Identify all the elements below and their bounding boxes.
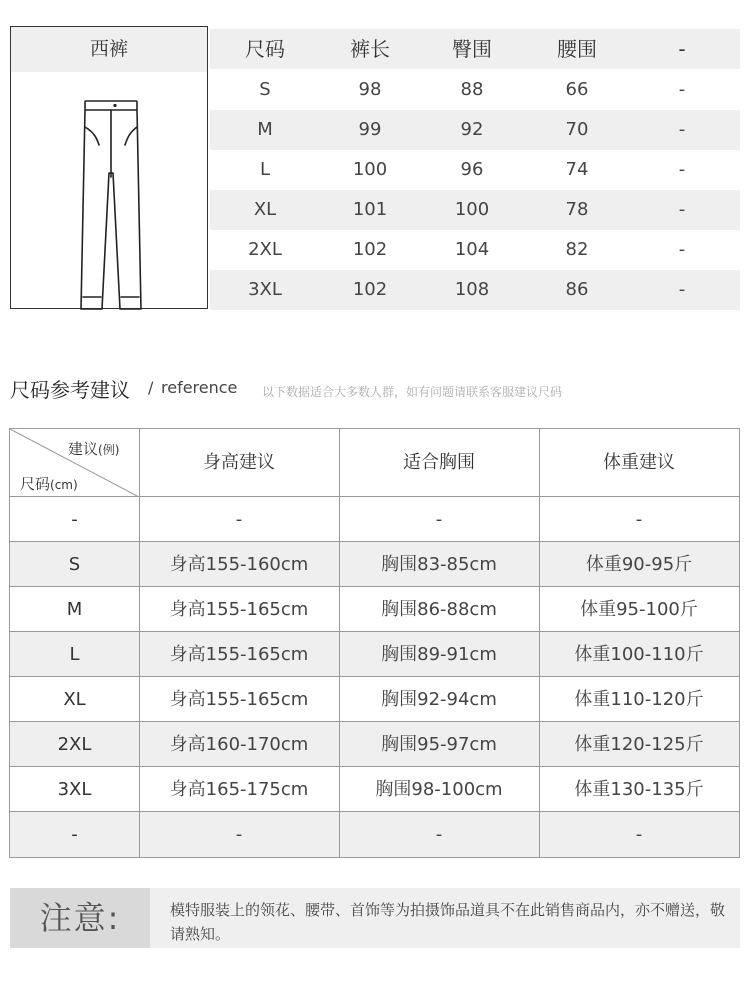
size-table-cell: -	[678, 279, 686, 300]
recommendation-subtitle: reference	[161, 378, 238, 397]
size-table-cell: 86	[565, 279, 589, 300]
size-table-header-cell: 臀围	[452, 37, 492, 61]
recommendation-cell: 身高155-165cm	[169, 644, 309, 665]
recommendation-cell: 身高155-165cm	[169, 689, 309, 710]
recommendation-cell: 胸围86-88cm	[381, 599, 497, 620]
recommendation-cell: 身高165-175cm	[169, 779, 309, 800]
size-table-cell: -	[678, 79, 686, 100]
size-table-cell: -	[678, 239, 686, 260]
size-table-cell: -	[678, 119, 686, 140]
recommendation-table	[9, 428, 740, 858]
size-table-row	[210, 190, 740, 230]
size-table-cell: 102	[352, 279, 388, 300]
recommendation-size-cell: XL	[63, 689, 86, 710]
table-divider	[10, 496, 739, 497]
table-divider	[10, 676, 739, 677]
size-table-row	[210, 110, 740, 150]
table-divider	[10, 721, 739, 722]
recommendation-row	[10, 587, 739, 632]
recommendation-cell: -	[635, 824, 643, 845]
corner-header-cell	[10, 429, 139, 497]
table-column-divider	[539, 429, 540, 857]
size-table-header-cell: 裤长	[350, 37, 390, 61]
size-table-cell: M	[257, 119, 273, 140]
size-table-cell: 102	[352, 239, 388, 260]
size-table-cell: 78	[565, 199, 589, 220]
recommendation-size-cell: 2XL	[57, 734, 92, 755]
recommendation-cell: 体重110-120斤	[574, 689, 704, 710]
size-table-cell: 74	[565, 159, 589, 180]
recommendation-cell: 体重120-125斤	[574, 734, 704, 755]
recommendation-row	[10, 632, 739, 677]
recommendation-cell: 胸围83-85cm	[381, 554, 497, 575]
recommendation-separator: /	[148, 378, 154, 397]
size-table-cell: 88	[460, 79, 484, 100]
recommendation-cell: -	[235, 509, 243, 530]
recommendation-cell: -	[235, 824, 243, 845]
recommendation-row	[10, 677, 739, 722]
recommendation-cell: 体重130-135斤	[574, 779, 704, 800]
table-column-divider	[339, 429, 340, 857]
size-table-cell: 2XL	[248, 239, 282, 260]
recommendation-cell: 胸围95-97cm	[381, 734, 497, 755]
recommendation-cell: -	[435, 509, 443, 530]
size-table-cell: 108	[454, 279, 490, 300]
size-table-header-cell: -	[678, 37, 686, 61]
recommendation-size-cell: S	[68, 554, 81, 575]
recommendation-cell: 体重95-100斤	[580, 599, 698, 620]
table-column-divider	[139, 429, 140, 857]
size-table-row	[210, 270, 740, 310]
size-table-row	[210, 70, 740, 110]
size-table-header	[210, 29, 740, 69]
corner-label-top: 建议(例)	[68, 440, 120, 458]
size-table-cell: 98	[358, 79, 382, 100]
size-table-cell: 66	[565, 79, 589, 100]
recommendation-note: 以下数据适合大多数人群，如有问题请联系客服建议尺码	[262, 385, 563, 399]
size-table-cell: XL	[253, 199, 277, 220]
size-table-cell: L	[259, 159, 271, 180]
size-table-cell: S	[259, 79, 271, 100]
recommendation-header-cell: 体重建议	[603, 452, 675, 473]
size-table-header-cell: 尺码	[245, 37, 285, 61]
recommendation-cell: 胸围98-100cm	[375, 779, 503, 800]
recommendation-row	[10, 542, 739, 587]
size-table-cell: 3XL	[248, 279, 282, 300]
recommendation-cell: 身高155-160cm	[169, 554, 309, 575]
notice-box	[10, 888, 740, 948]
recommendation-cell: 体重90-95斤	[585, 554, 693, 575]
notice-text: 模特服装上的领花、腰带、首饰等为拍摄饰品道具不在此销售商品内，亦不赠送，敬请熟知。	[170, 901, 726, 943]
recommendation-size-cell: L	[69, 644, 80, 665]
recommendation-cell: 胸围92-94cm	[381, 689, 497, 710]
size-table-row	[210, 230, 740, 270]
table-divider	[10, 541, 739, 542]
size-table-cell: -	[678, 159, 686, 180]
recommendation-row	[10, 722, 739, 767]
recommendation-header-cell: 适合胸围	[403, 452, 475, 473]
size-table-row	[210, 150, 740, 190]
size-table-cell: 100	[454, 199, 490, 220]
table-divider	[10, 766, 739, 767]
recommendation-cell: 体重100-110斤	[574, 644, 704, 665]
size-table-cell: -	[678, 199, 686, 220]
recommendation-cell: -	[435, 824, 443, 845]
recommendation-cell: 身高155-165cm	[169, 599, 309, 620]
size-table-cell: 92	[460, 119, 484, 140]
size-table-cell: 96	[460, 159, 484, 180]
size-table-cell: 101	[352, 199, 388, 220]
size-table-cell: 100	[352, 159, 388, 180]
size-table-header-cell: 腰围	[557, 37, 597, 61]
size-table-cell: 104	[454, 239, 490, 260]
recommendation-size-cell: -	[71, 509, 78, 530]
recommendation-size-cell: 3XL	[57, 779, 92, 800]
recommendation-size-cell: -	[71, 824, 78, 845]
recommendation-row	[10, 767, 739, 812]
size-table-cell: 99	[358, 119, 382, 140]
recommendation-cell: 身高160-170cm	[169, 734, 309, 755]
corner-label-bottom: 尺码(cm)	[20, 475, 78, 493]
table-divider	[10, 811, 739, 812]
table-divider	[10, 586, 739, 587]
size-table-cell: 82	[565, 239, 589, 260]
recommendation-size-cell: M	[66, 599, 83, 620]
recommendation-row	[10, 812, 739, 857]
size-table-cell: 70	[565, 119, 589, 140]
product-box	[10, 26, 208, 309]
recommendation-cell: -	[635, 509, 643, 530]
recommendation-title: 尺码参考建议	[10, 378, 130, 402]
recommendation-header-cell: 身高建议	[203, 452, 275, 473]
notice-label: 注意:	[39, 899, 121, 937]
recommendation-row	[10, 497, 739, 542]
product-name: 西裤	[11, 27, 207, 72]
table-divider	[10, 631, 739, 632]
pants-icon	[75, 99, 147, 315]
recommendation-cell: 胸围89-91cm	[381, 644, 497, 665]
